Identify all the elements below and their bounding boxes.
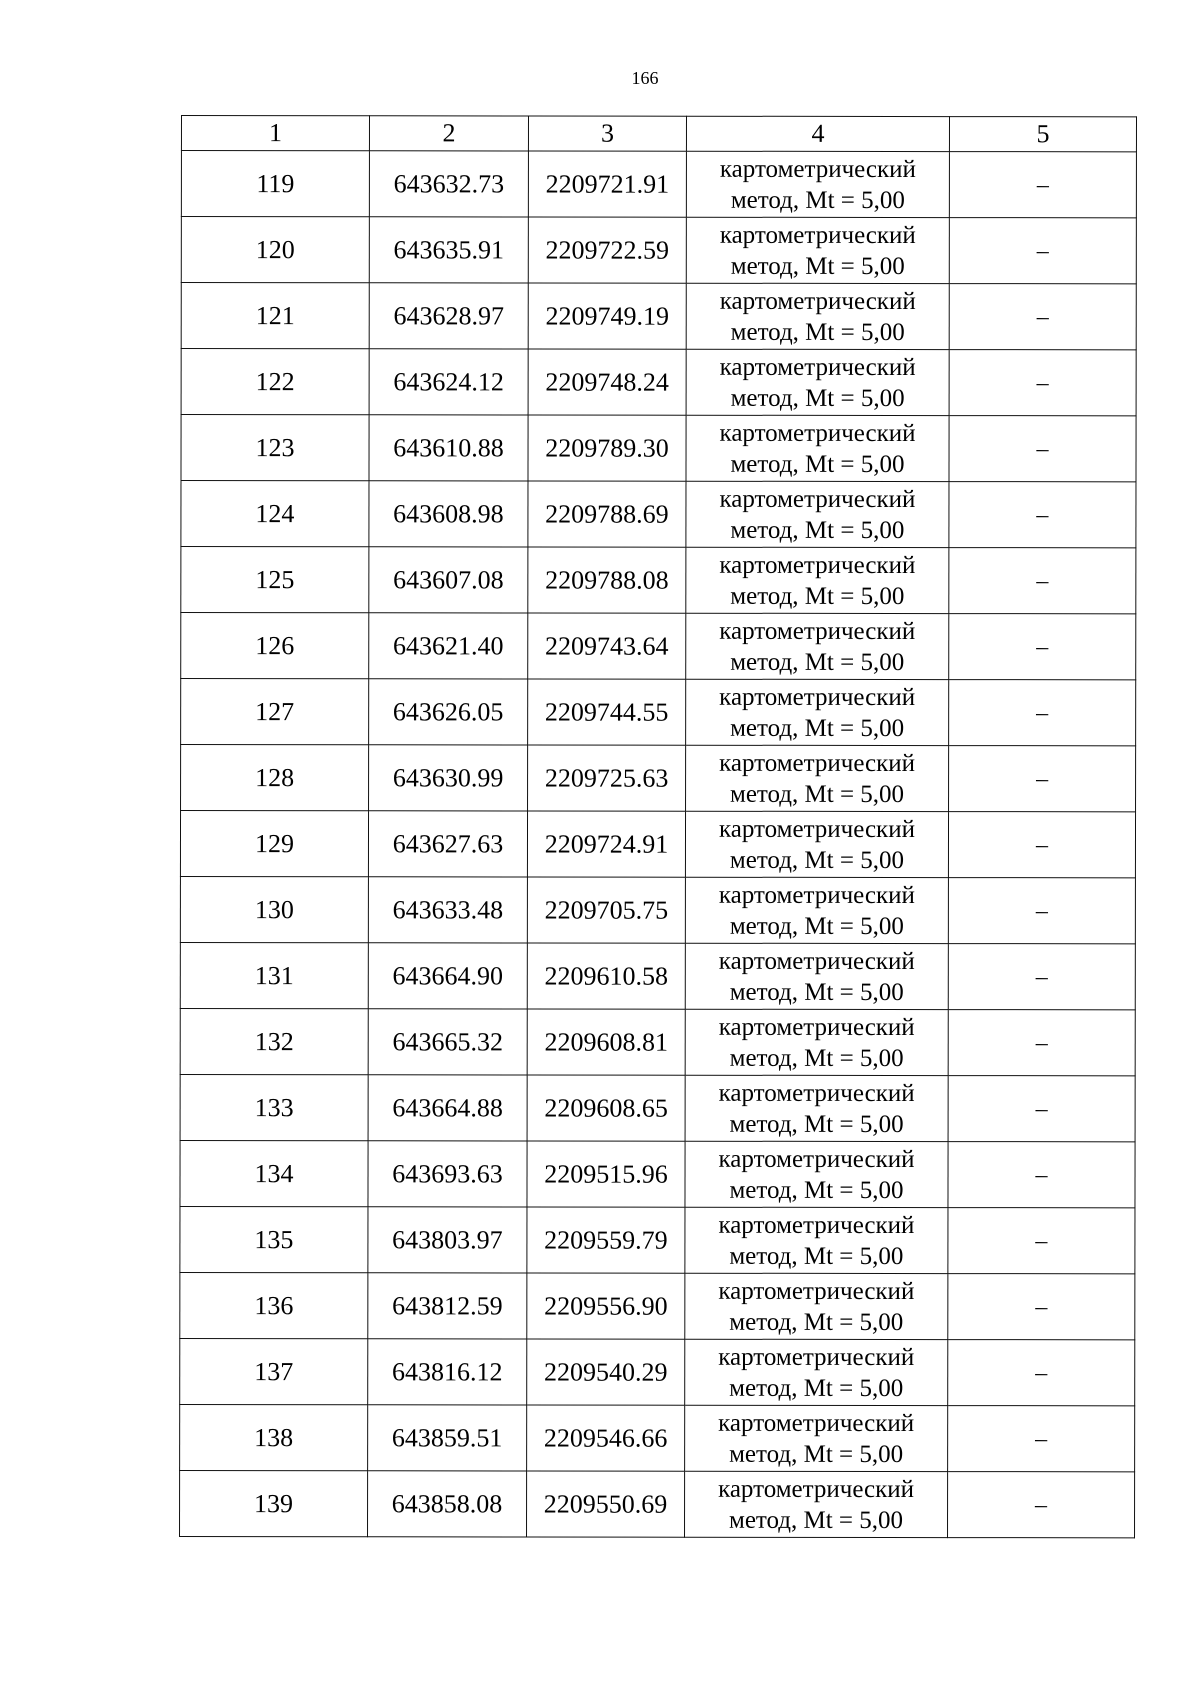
note-cell: – <box>949 680 1136 746</box>
method-line-1: картометрический <box>718 881 915 909</box>
coordinates-table <box>179 115 1137 1538</box>
note-cell: – <box>948 1406 1135 1472</box>
x-coordinate-cell: 643630.99 <box>369 745 528 811</box>
y-coordinate-cell: 2209705.75 <box>527 877 685 943</box>
method-cell <box>685 877 948 943</box>
method-cell <box>686 547 949 613</box>
method-cell <box>685 1075 948 1141</box>
x-coordinate-cell: 643693.63 <box>368 1141 527 1207</box>
y-coordinate-cell: 2209608.81 <box>527 1009 685 1075</box>
x-coordinate-cell: 643624.12 <box>369 349 528 415</box>
x-coordinate-cell: 643607.08 <box>369 547 528 613</box>
note-cell: – <box>949 152 1136 218</box>
note-cell: – <box>948 1208 1135 1274</box>
x-coordinate-cell: 643859.51 <box>368 1405 527 1471</box>
method-line-2: метод, Mt = 5,00 <box>729 1374 904 1402</box>
point-number-cell: 138 <box>180 1404 368 1470</box>
point-number-cell: 127 <box>181 679 369 745</box>
point-number-cell: 119 <box>181 151 369 217</box>
method-line-1: картометрический <box>718 947 915 975</box>
method-line-2: метод, Mt = 5,00 <box>730 780 905 808</box>
point-number-cell: 123 <box>181 415 369 481</box>
table-row <box>181 745 1136 812</box>
table-row <box>180 1338 1135 1405</box>
table-row <box>180 1074 1135 1141</box>
method-line-2: метод, Mt = 5,00 <box>730 714 905 742</box>
point-number-cell: 120 <box>181 217 369 283</box>
method-line-2: метод, Mt = 5,00 <box>729 1176 904 1204</box>
note-cell: – <box>949 284 1136 350</box>
header-col-1: 1 <box>181 116 369 151</box>
method-cell <box>686 217 949 283</box>
table-row <box>180 1404 1135 1471</box>
point-number-cell: 137 <box>180 1338 368 1404</box>
method-cell <box>685 1273 948 1339</box>
method-line-1: картометрический <box>718 1409 915 1437</box>
method-line-1: картометрический <box>719 155 916 183</box>
table-row <box>180 811 1135 878</box>
table-row <box>181 151 1136 218</box>
x-coordinate-cell: 643664.88 <box>368 1075 527 1141</box>
point-number-cell: 129 <box>180 811 368 877</box>
table-row <box>181 349 1136 416</box>
method-line-2: метод, Mt = 5,00 <box>729 846 904 874</box>
method-line-2: метод, Mt = 5,00 <box>729 1044 904 1072</box>
note-cell: – <box>949 218 1136 284</box>
table-row <box>181 217 1136 284</box>
method-line-2: метод, Mt = 5,00 <box>730 384 905 412</box>
note-cell: – <box>949 614 1136 680</box>
table-row <box>180 942 1135 1009</box>
note-cell: – <box>949 746 1136 812</box>
header-col-5: 5 <box>949 117 1136 152</box>
method-cell <box>685 1405 948 1471</box>
point-number-cell: 124 <box>181 481 369 547</box>
method-cell <box>686 283 949 349</box>
x-coordinate-cell: 643608.98 <box>369 481 528 547</box>
method-line-1: картометрический <box>719 221 916 249</box>
method-line-2: метод, Mt = 5,00 <box>730 450 905 478</box>
x-coordinate-cell: 643816.12 <box>368 1339 527 1405</box>
y-coordinate-cell: 2209788.69 <box>528 481 686 547</box>
y-coordinate-cell: 2209546.66 <box>527 1405 685 1471</box>
method-cell <box>685 1471 948 1537</box>
method-line-2: метод, Mt = 5,00 <box>729 978 904 1006</box>
method-line-2: метод, Mt = 5,00 <box>730 186 905 214</box>
method-line-2: метод, Mt = 5,00 <box>729 1110 904 1138</box>
x-coordinate-cell: 643812.59 <box>368 1273 527 1339</box>
y-coordinate-cell: 2209550.69 <box>527 1471 685 1537</box>
note-cell: – <box>948 1340 1135 1406</box>
y-coordinate-cell: 2209515.96 <box>527 1141 685 1207</box>
y-coordinate-cell: 2209789.30 <box>528 415 686 481</box>
note-cell: – <box>948 1274 1135 1340</box>
method-line-1: картометрический <box>718 1079 915 1107</box>
table-row <box>181 547 1136 614</box>
x-coordinate-cell: 643627.63 <box>368 811 527 877</box>
x-coordinate-cell: 643610.88 <box>369 415 528 481</box>
point-number-cell: 122 <box>181 349 369 415</box>
method-line-2: метод, Mt = 5,00 <box>730 252 905 280</box>
x-coordinate-cell: 643621.40 <box>369 613 528 679</box>
y-coordinate-cell: 2209559.79 <box>527 1207 685 1273</box>
note-cell: – <box>948 1076 1135 1142</box>
method-line-1: картометрический <box>719 551 916 579</box>
method-line-1: картометрический <box>719 419 916 447</box>
y-coordinate-cell: 2209749.19 <box>528 283 686 349</box>
x-coordinate-cell: 643803.97 <box>368 1207 527 1273</box>
method-cell <box>685 1141 948 1207</box>
method-line-1: картометрический <box>719 287 916 315</box>
note-cell: – <box>949 416 1136 482</box>
note-cell: – <box>948 1142 1135 1208</box>
y-coordinate-cell: 2209743.64 <box>528 613 686 679</box>
note-cell: – <box>948 1010 1135 1076</box>
table-header <box>181 116 1136 152</box>
method-line-1: картометрический <box>718 1343 915 1371</box>
x-coordinate-cell: 643858.08 <box>368 1471 527 1537</box>
table-row <box>181 283 1136 350</box>
note-cell: – <box>948 812 1135 878</box>
table-row <box>180 1140 1135 1207</box>
point-number-cell: 139 <box>180 1470 368 1536</box>
note-cell: – <box>949 482 1136 548</box>
method-cell <box>685 1009 948 1075</box>
method-line-2: метод, Mt = 5,00 <box>730 318 905 346</box>
x-coordinate-cell: 643633.48 <box>368 877 527 943</box>
y-coordinate-cell: 2209540.29 <box>527 1339 685 1405</box>
table-row <box>181 679 1136 746</box>
method-cell <box>686 349 949 415</box>
method-line-2: метод, Mt = 5,00 <box>729 1308 904 1336</box>
method-line-2: метод, Mt = 5,00 <box>729 1242 904 1270</box>
method-cell <box>685 811 948 877</box>
y-coordinate-cell: 2209725.63 <box>528 745 686 811</box>
table-body <box>180 151 1137 1538</box>
table-row <box>180 1272 1135 1339</box>
method-line-2: метод, Mt = 5,00 <box>728 1506 904 1534</box>
method-cell <box>686 151 949 217</box>
page-number: 166 <box>631 68 659 88</box>
y-coordinate-cell: 2209788.08 <box>528 547 686 613</box>
method-line-1: картометрический <box>718 1211 915 1239</box>
point-number-cell: 130 <box>180 876 368 942</box>
y-coordinate-cell: 2209724.91 <box>527 811 685 877</box>
method-cell <box>685 943 948 1009</box>
method-line-1: картометрический <box>718 1277 915 1305</box>
x-coordinate-cell: 643626.05 <box>369 679 528 745</box>
method-cell <box>685 1339 948 1405</box>
y-coordinate-cell: 2209610.58 <box>527 943 685 1009</box>
point-number-cell: 125 <box>181 547 369 613</box>
method-line-1: картометрический <box>719 485 916 513</box>
method-line-1: картометрический <box>719 617 916 645</box>
point-number-cell: 128 <box>181 745 369 811</box>
method-line-1: картометрический <box>718 1145 915 1173</box>
header-col-3: 3 <box>528 116 686 151</box>
point-number-cell: 135 <box>180 1206 368 1272</box>
note-cell: – <box>949 548 1136 614</box>
x-coordinate-cell: 643635.91 <box>369 217 528 283</box>
note-cell: – <box>948 944 1135 1010</box>
method-line-1: картометрический <box>719 683 916 711</box>
y-coordinate-cell: 2209721.91 <box>528 151 686 217</box>
method-line-2: метод, Mt = 5,00 <box>730 648 905 676</box>
table-row <box>180 1470 1135 1537</box>
table-row <box>181 415 1136 482</box>
method-line-1: картометрический <box>719 353 916 381</box>
point-number-cell: 132 <box>180 1008 368 1074</box>
point-number-cell: 121 <box>181 283 369 349</box>
method-cell <box>686 613 949 679</box>
y-coordinate-cell: 2209744.55 <box>528 679 686 745</box>
header-row <box>181 116 1136 152</box>
point-number-cell: 136 <box>180 1272 368 1338</box>
header-col-2: 2 <box>369 116 528 151</box>
method-line-1: картометрический <box>718 1475 915 1503</box>
point-number-cell: 131 <box>180 942 368 1008</box>
table-row <box>180 1206 1135 1273</box>
note-cell: – <box>949 350 1136 416</box>
table-row <box>181 481 1136 548</box>
y-coordinate-cell: 2209748.24 <box>528 349 686 415</box>
method-cell <box>686 481 949 547</box>
method-line-2: метод, Mt = 5,00 <box>730 582 905 610</box>
method-line-1: картометрический <box>718 1013 915 1041</box>
method-cell <box>686 415 949 481</box>
x-coordinate-cell: 643664.90 <box>368 943 527 1009</box>
x-coordinate-cell: 643632.73 <box>369 151 528 217</box>
method-line-2: метод, Mt = 5,00 <box>729 1440 904 1468</box>
method-line-1: картометрический <box>719 749 916 777</box>
x-coordinate-cell: 643628.97 <box>369 283 528 349</box>
table-row <box>180 876 1135 943</box>
method-cell <box>686 745 949 811</box>
table-row <box>180 1008 1135 1075</box>
method-cell <box>686 679 949 745</box>
x-coordinate-cell: 643665.32 <box>368 1009 527 1075</box>
point-number-cell: 133 <box>180 1074 368 1140</box>
method-cell <box>685 1207 948 1273</box>
method-line-2: метод, Mt = 5,00 <box>730 516 905 544</box>
method-line-2: метод, Mt = 5,00 <box>729 912 904 940</box>
method-line-1: картометрический <box>718 815 916 843</box>
point-number-cell: 126 <box>181 613 369 679</box>
table-row <box>181 613 1136 680</box>
note-cell: – <box>948 1472 1135 1538</box>
note-cell: – <box>948 878 1135 944</box>
point-number-cell: 134 <box>180 1140 368 1206</box>
y-coordinate-cell: 2209608.65 <box>527 1075 685 1141</box>
header-col-4: 4 <box>686 116 949 151</box>
y-coordinate-cell: 2209722.59 <box>528 217 686 283</box>
y-coordinate-cell: 2209556.90 <box>527 1273 685 1339</box>
